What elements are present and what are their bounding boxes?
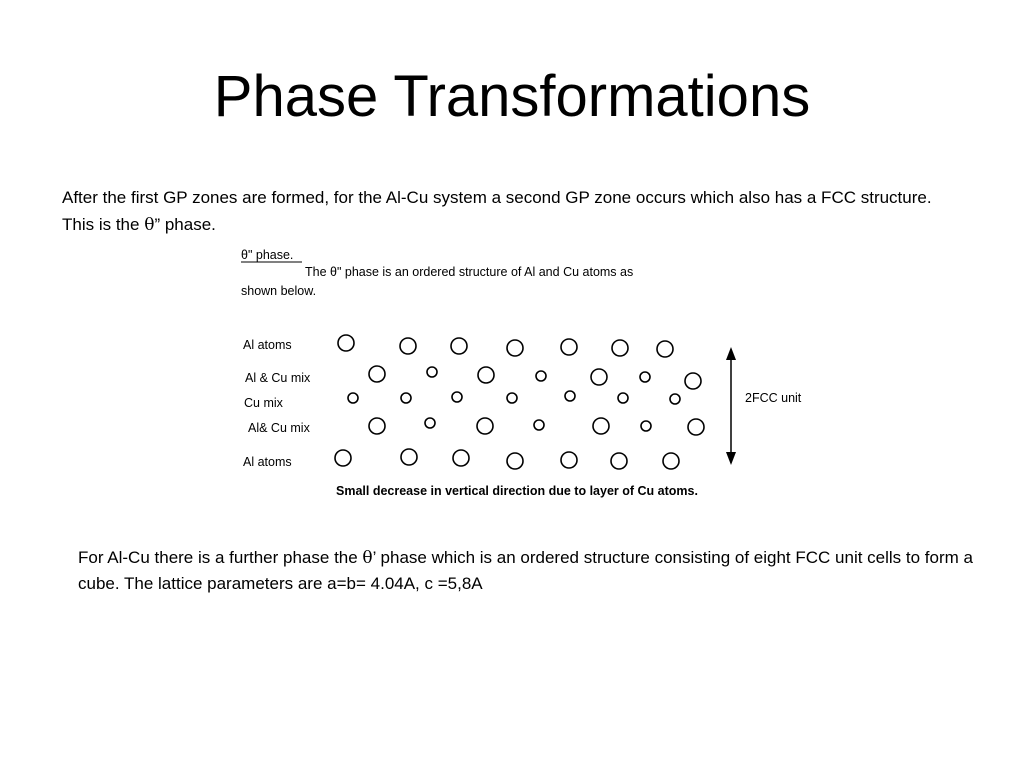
al-atom (451, 338, 467, 354)
al-atom (685, 373, 701, 389)
cu-atom (348, 393, 358, 403)
row-label-cu-mix: Cu mix (244, 396, 283, 410)
al-atom (593, 418, 609, 434)
cu-atom (618, 393, 628, 403)
theta-double-prime-figure (235, 243, 815, 518)
al-atom (477, 418, 493, 434)
2fcc-unit-arrow (726, 347, 736, 465)
theta-symbol: θ (144, 215, 155, 235)
cu-atom (425, 418, 435, 428)
al-atom (688, 419, 704, 435)
atom-rows (335, 335, 704, 469)
al-atom (369, 418, 385, 434)
al-atom (561, 452, 577, 468)
al-atom (663, 453, 679, 469)
atom-structure-diagram (235, 243, 815, 518)
cu-atom (401, 393, 411, 403)
theta-symbol: θ (362, 548, 373, 568)
al-atom (507, 453, 523, 469)
al-atom (335, 450, 351, 466)
arrow-label: 2FCC unit (745, 391, 802, 405)
al-atom (338, 335, 354, 351)
cu-atom (670, 394, 680, 404)
al-atom (400, 338, 416, 354)
al-atom (453, 450, 469, 466)
cu-atom (640, 372, 650, 382)
al-atom (591, 369, 607, 385)
cu-atom (427, 367, 437, 377)
al-atom (611, 453, 627, 469)
theta-prime-paragraph (78, 545, 978, 596)
row-label-al-cu-mix-top: Al & Cu mix (245, 371, 311, 385)
al-atom (401, 449, 417, 465)
figure-bottom-caption: Small decrease in vertical direction due to layer of Cu atoms. (336, 484, 698, 498)
intro-paragraph (62, 184, 962, 239)
al-atom (478, 367, 494, 383)
row-label-al-atoms-top: Al atoms (243, 338, 292, 352)
intro-text-start: After the first GP zones are formed, for the Al-Cu system a second GP zone occurs which also has a FCC structure. This is the (62, 188, 932, 234)
cu-atom (452, 392, 462, 402)
theta-prime-text-start: For Al-Cu there is a further phase the (78, 548, 363, 567)
al-atom (657, 341, 673, 357)
figure-caption-line1: The θ" phase is an ordered structure of Al and Cu atoms as (305, 265, 634, 279)
intro-text-end: ” phase. (154, 215, 216, 234)
al-atom (507, 340, 523, 356)
cu-atom (534, 420, 544, 430)
theta-prime-text-end: ’ phase which is an ordered structure consisting of eight FCC unit cells to form a cube. The lattice parameters are a=b= 4.04A, c =5,8A (78, 548, 973, 593)
slide-title: Phase Transformations (213, 64, 811, 129)
cu-atom (565, 391, 575, 401)
al-atom (369, 366, 385, 382)
row-label-al-cu-mix-bottom: Al& Cu mix (248, 421, 310, 435)
row-label-al-atoms-bottom: Al atoms (243, 455, 292, 469)
cu-atom (641, 421, 651, 431)
figure-caption-line2: shown below. (241, 284, 317, 298)
cu-atom (536, 371, 546, 381)
cu-atom (507, 393, 517, 403)
al-atom (561, 339, 577, 355)
figure-heading: θ" phase. (241, 248, 294, 262)
al-atom (612, 340, 628, 356)
